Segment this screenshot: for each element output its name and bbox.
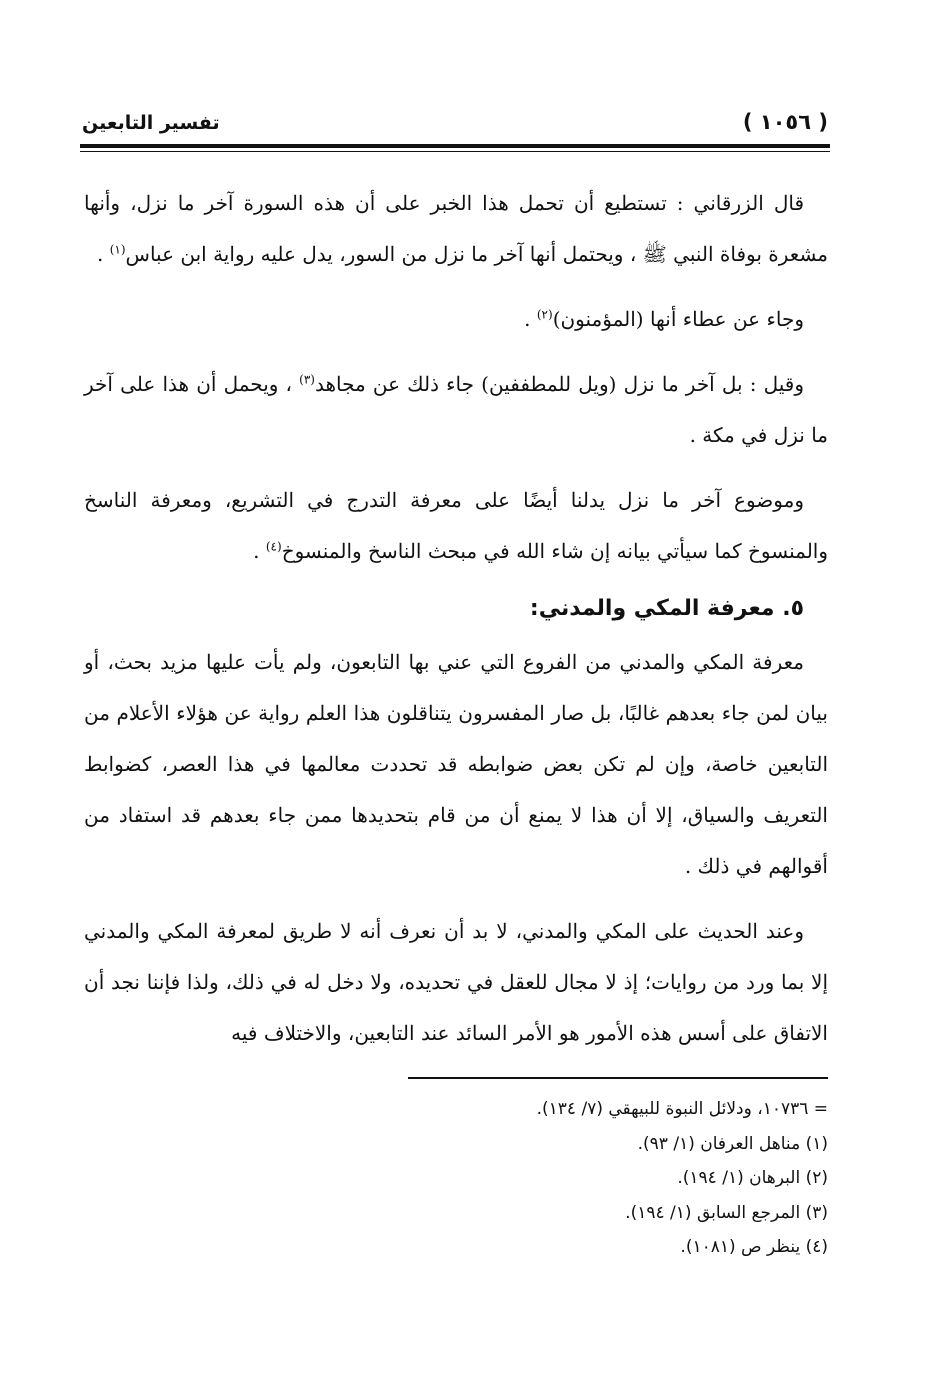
paragraph-text: وقيل : بل آخر ما نزل (ويل للمطففين) جاء ذلك عن مجاهد	[314, 372, 805, 396]
paragraph-zarqani	[84, 178, 828, 280]
running-title: تفسير التابعين	[82, 112, 220, 134]
paragraph-riwayat	[84, 906, 828, 1059]
header-rule-thin	[80, 151, 830, 152]
paragraph-tail: .	[524, 307, 537, 331]
paragraph-ata	[84, 294, 828, 345]
page-number: ( ١٠٥٦ )	[742, 110, 828, 134]
header-rule	[80, 144, 830, 148]
section-heading: ٥. معرفة المكي والمدني:	[529, 596, 804, 621]
footnote-1: (١) مناهل العرفان (١/ ٩٣).	[637, 1133, 828, 1154]
paragraph-tadarruj	[84, 475, 828, 577]
paragraph-text: قال الزرقاني : تستطيع أن تحمل هذا الخبر على أن هذه السورة آخر ما نزل، وأنها مشعرة بوفاة النبي ﷺ ، ويحتمل أنها آخر ما نزل من السور، يدل عليه رواية ابن عباس	[84, 191, 828, 266]
paragraph-tail: .	[253, 539, 266, 563]
paragraph-mujahid	[84, 359, 828, 461]
paragraph-text: وموضوع آخر ما نزل يدلنا أيضًا على معرفة التدرج في التشريع، ومعرفة الناسخ والمنسوخ كما سيأتي بيانه إن شاء الله في مبحث الناسخ والمنسوخ	[84, 488, 828, 563]
paragraph-makki-madani	[84, 637, 828, 892]
footnote-2: (٢) البرهان (١/ ١٩٤).	[677, 1168, 828, 1188]
footnote-4: (٤) ينظر ص (١٠٨١).	[680, 1237, 828, 1257]
page-header	[80, 108, 830, 144]
paragraph-text: وعند الحديث على المكي والمدني، لا بد أن نعرف أنه لا طريق لمعرفة المكي والمدني إلا بما ورد من روايات؛ إذ لا مجال للعقل في تحديده، ولا دخل له في ذلك، ولذا فإننا نجد أن الاتفاق على أسس هذه الأمور هو الأمر السائد عند التابعين، والاختلاف فيه	[84, 919, 828, 1045]
footnote-mark: (١)	[109, 242, 126, 257]
footnote-mark: (٣)	[299, 372, 315, 387]
paragraph-tail: .	[97, 242, 110, 266]
paragraph-tail: ، ويحمل أن هذا على آخر ما نزل في مكة .	[84, 372, 828, 447]
footnote-continuation: = ١٠٧٣٦، ودلائل النبوة للبيهقي (٧/ ١٣٤).	[536, 1099, 828, 1119]
footnotes	[300, 1092, 828, 1265]
paragraph-text: معرفة المكي والمدني من الفروع التي عني بها التابعون، ولم يأت عليها مزيد بحث، أو بيان لمن جاء بعدهم غالبًا، بل صار المفسرون يتناقلون هذا العلم رواية عن هؤلاء الأعلام من التابعين خاصة، وإن لم تكن بعض ضوابطه قد تحددت معالمها في هذا العصر، كضوابط التعريف والسياق، إلا أن هذا لا يمنع أن من قام بتحديدها ممن جاء بعدهم قد استفاد من أقوالهم في ذلك .	[84, 650, 828, 878]
footnote-divider	[408, 1077, 828, 1079]
paragraph-text: وجاء عن عطاء أنها (المؤمنون)	[552, 307, 804, 331]
footnote-3: (٣) المرجع السابق (١/ ١٩٤).	[625, 1202, 828, 1223]
footnote-mark: (٤)	[265, 539, 282, 554]
footnote-mark: (٢)	[536, 307, 553, 322]
body-text	[84, 178, 828, 1071]
